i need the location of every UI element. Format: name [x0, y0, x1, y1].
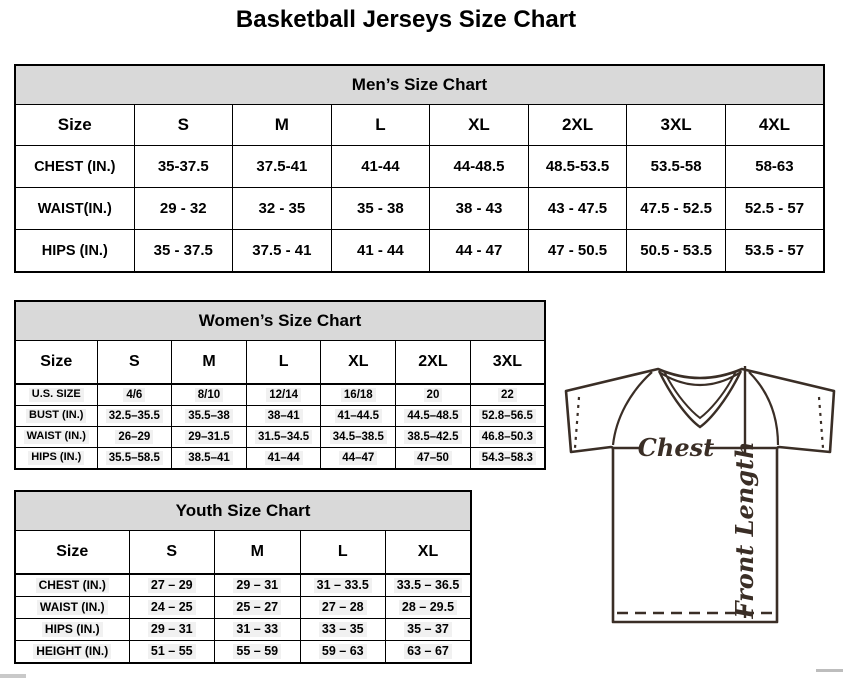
women-cell: 54.3–58.3 [470, 448, 545, 470]
women-cell: 44–47 [321, 448, 396, 470]
men-cell: 47 - 50.5 [528, 230, 627, 273]
page-title: Basketball Jerseys Size Chart [235, 6, 577, 33]
youth-cell: 63 – 67 [386, 641, 472, 664]
men-cell: 32 - 35 [233, 188, 332, 230]
youth-cell: 35 – 37 [386, 619, 472, 641]
women-row [15, 427, 545, 448]
men-cell: 35 - 38 [331, 188, 430, 230]
youth-column-header: XL [386, 531, 472, 575]
youth-row-label: WAIST (IN.) [15, 597, 129, 619]
men-cell: 43 - 47.5 [528, 188, 627, 230]
men-column-header: S [134, 105, 233, 146]
men-row [15, 146, 824, 188]
women-column-header: 3XL [470, 341, 545, 385]
women-row [15, 448, 545, 470]
women-cell: 38.5–41 [172, 448, 247, 470]
youth-cell: 33.5 – 36.5 [386, 574, 472, 597]
women-row-label: WAIST (IN.) [15, 427, 97, 448]
men-row-label: HIPS (IN.) [15, 230, 134, 273]
women-cell: 16/18 [321, 384, 396, 406]
youth-cell: 27 – 28 [300, 597, 386, 619]
youth-cell: 24 – 25 [129, 597, 215, 619]
men-cell: 52.5 - 57 [725, 188, 824, 230]
jersey-measurement-diagram [555, 354, 843, 666]
youth-column-header: L [300, 531, 386, 575]
men-cell: 44 - 47 [430, 230, 529, 273]
women-column-header: XL [321, 341, 396, 385]
men-column-header: 4XL [725, 105, 824, 146]
men-cell: 44-48.5 [430, 146, 529, 188]
youth-row-label: HEIGHT (IN.) [15, 641, 129, 664]
women-row [15, 406, 545, 427]
horizontal-scrollbar-thumb-left[interactable] [0, 674, 26, 678]
women-column-header: M [172, 341, 247, 385]
women-row-label: U.S. SIZE [15, 384, 97, 406]
youth-cell: 29 – 31 [129, 619, 215, 641]
men-cell: 35 - 37.5 [134, 230, 233, 273]
youth-cell: 31 – 33 [215, 619, 301, 641]
women-cell: 44.5–48.5 [396, 406, 471, 427]
women-column-header: S [97, 341, 172, 385]
youth-cell: 27 – 29 [129, 574, 215, 597]
women-cell: 31.5–34.5 [246, 427, 321, 448]
men-column-header: M [233, 105, 332, 146]
women-cell: 52.8–56.5 [470, 406, 545, 427]
men-column-header: XL [430, 105, 529, 146]
men-cell: 35-37.5 [134, 146, 233, 188]
men-row-label: CHEST (IN.) [15, 146, 134, 188]
youth-cell: 28 – 29.5 [386, 597, 472, 619]
men-cell: 58-63 [725, 146, 824, 188]
women-cell: 29–31.5 [172, 427, 247, 448]
women-cell: 38.5–42.5 [396, 427, 471, 448]
women-table-title: Women’s Size Chart [15, 301, 545, 341]
women-size-header: Size [15, 341, 97, 385]
men-column-header: 3XL [627, 105, 726, 146]
mens-size-chart-table [14, 64, 825, 273]
women-cell: 47–50 [396, 448, 471, 470]
jersey-outline [566, 369, 834, 622]
men-cell: 37.5-41 [233, 146, 332, 188]
men-row [15, 188, 824, 230]
men-column-header: 2XL [528, 105, 627, 146]
men-cell: 48.5-53.5 [528, 146, 627, 188]
youth-cell: 31 – 33.5 [300, 574, 386, 597]
men-cell: 53.5 - 57 [725, 230, 824, 273]
women-cell: 4/6 [97, 384, 172, 406]
men-cell: 50.5 - 53.5 [627, 230, 726, 273]
women-column-header: 2XL [396, 341, 471, 385]
women-cell: 38–41 [246, 406, 321, 427]
women-cell: 41–44 [246, 448, 321, 470]
women-row [15, 384, 545, 406]
youth-size-chart-table [14, 490, 472, 664]
horizontal-scrollbar-thumb-right[interactable] [816, 669, 843, 672]
youth-row [15, 597, 471, 619]
youth-column-header: S [129, 531, 215, 575]
men-cell: 37.5 - 41 [233, 230, 332, 273]
men-table-title: Men’s Size Chart [15, 65, 824, 105]
women-cell: 35.5–38 [172, 406, 247, 427]
women-cell: 46.8–50.3 [470, 427, 545, 448]
women-cell: 34.5–38.5 [321, 427, 396, 448]
youth-size-header: Size [15, 531, 129, 575]
youth-table-title: Youth Size Chart [15, 491, 471, 531]
men-row-label: WAIST(IN.) [15, 188, 134, 230]
men-size-header: Size [15, 105, 134, 146]
youth-cell: 29 – 31 [215, 574, 301, 597]
women-row-label: HIPS (IN.) [15, 448, 97, 470]
women-cell: 22 [470, 384, 545, 406]
womens-size-chart-table [14, 300, 546, 470]
men-cell: 41-44 [331, 146, 430, 188]
women-row-label: BUST (IN.) [15, 406, 97, 427]
front-length-label: Front Length [730, 441, 759, 619]
youth-cell: 51 – 55 [129, 641, 215, 664]
women-cell: 26–29 [97, 427, 172, 448]
women-cell: 32.5–35.5 [97, 406, 172, 427]
youth-cell: 25 – 27 [215, 597, 301, 619]
chest-label: Chest [637, 433, 715, 462]
youth-cell: 55 – 59 [215, 641, 301, 664]
men-cell: 47.5 - 52.5 [627, 188, 726, 230]
women-column-header: L [246, 341, 321, 385]
youth-cell: 33 – 35 [300, 619, 386, 641]
men-cell: 53.5-58 [627, 146, 726, 188]
women-cell: 35.5–58.5 [97, 448, 172, 470]
women-cell: 8/10 [172, 384, 247, 406]
men-cell: 41 - 44 [331, 230, 430, 273]
women-cell: 41–44.5 [321, 406, 396, 427]
men-column-header: L [331, 105, 430, 146]
women-cell: 20 [396, 384, 471, 406]
youth-column-header: M [215, 531, 301, 575]
women-cell: 12/14 [246, 384, 321, 406]
men-cell: 29 - 32 [134, 188, 233, 230]
youth-row-label: HIPS (IN.) [15, 619, 129, 641]
youth-row [15, 574, 471, 597]
youth-row [15, 619, 471, 641]
men-cell: 38 - 43 [430, 188, 529, 230]
youth-cell: 59 – 63 [300, 641, 386, 664]
men-row [15, 230, 824, 273]
youth-row [15, 641, 471, 664]
youth-row-label: CHEST (IN.) [15, 574, 129, 597]
